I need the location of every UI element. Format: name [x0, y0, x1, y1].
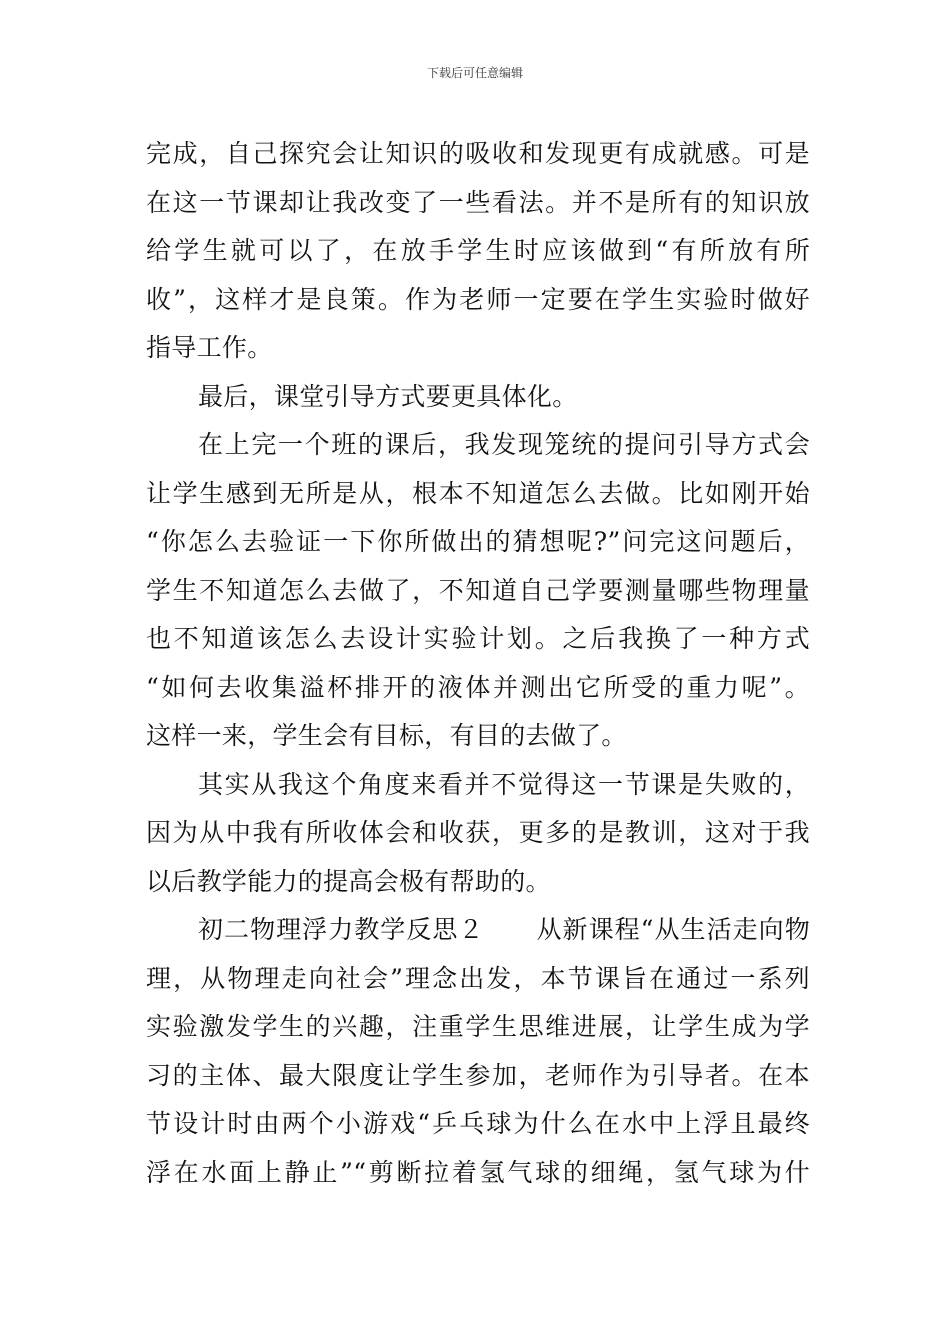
text-line: 因为从中我有所收体会和收获，更多的是教训，这对于我	[146, 818, 810, 847]
text-line: 完成，自己探究会让知识的吸收和发现更有成就感。可是	[146, 139, 810, 168]
text-line: 在这一节课却让我改变了一些看法。并不是所有的知识放	[146, 187, 810, 217]
text-line: 习的主体、最大限度让学生参加，老师作为引导者。在本	[146, 1060, 810, 1090]
text-line: 给学生就可以了，在放手学生时应该做到“有所放有所	[146, 236, 810, 265]
text-line: 初二物理浮力教学反思２ 从新课程“从生活走向物	[198, 915, 810, 944]
text-line: 实验激发学生的兴趣，注重学生思维进展，让学生成为学	[146, 1012, 810, 1041]
text-line: 以后教学能力的提高会极有帮助的。	[146, 866, 551, 896]
text-line: 也不知道该怎么去设计实验计划。之后我换了一种方式	[146, 624, 810, 653]
text-line: “你怎么去验证一下你所做出的猜想呢?”问完这问题后，	[146, 527, 810, 556]
text-line: 指导工作。	[146, 333, 273, 362]
text-line: 其实从我这个角度来看并不觉得这一节课是失败的，	[198, 769, 810, 799]
text-line: 最后，课堂引导方式要更具体化。	[198, 381, 578, 411]
text-line: 让学生感到无所是从，根本不知道怎么去做。比如刚开始	[146, 478, 810, 508]
text-line: “如何去收集溢杯排开的液体并测出它所受的重力呢”。	[146, 672, 810, 702]
text-line: 收”，这样才是良策。作为老师一定要在学生实验时做好	[146, 284, 810, 314]
text-line: 在上完一个班的课后，我发现笼统的提问引导方式会	[198, 430, 810, 459]
page-header: 下载后可任意编辑	[426, 66, 523, 80]
document-body	[146, 130, 810, 1197]
text-line: 学生不知道怎么去做了，不知道自己学要测量哪些物理量	[146, 575, 810, 605]
text-line: 这样一来，学生会有目标，有目的去做了。	[146, 721, 627, 750]
text-line: 浮在水面上静止”“剪断拉着氢气球的细绳，氢气球为什	[146, 1157, 810, 1187]
text-line: 节设计时由两个小游戏“乒乓球为什么在水中上浮且最终	[146, 1109, 810, 1138]
text-line: 理，从物理走向社会”理念出发，本节课旨在通过一系列	[146, 963, 810, 993]
